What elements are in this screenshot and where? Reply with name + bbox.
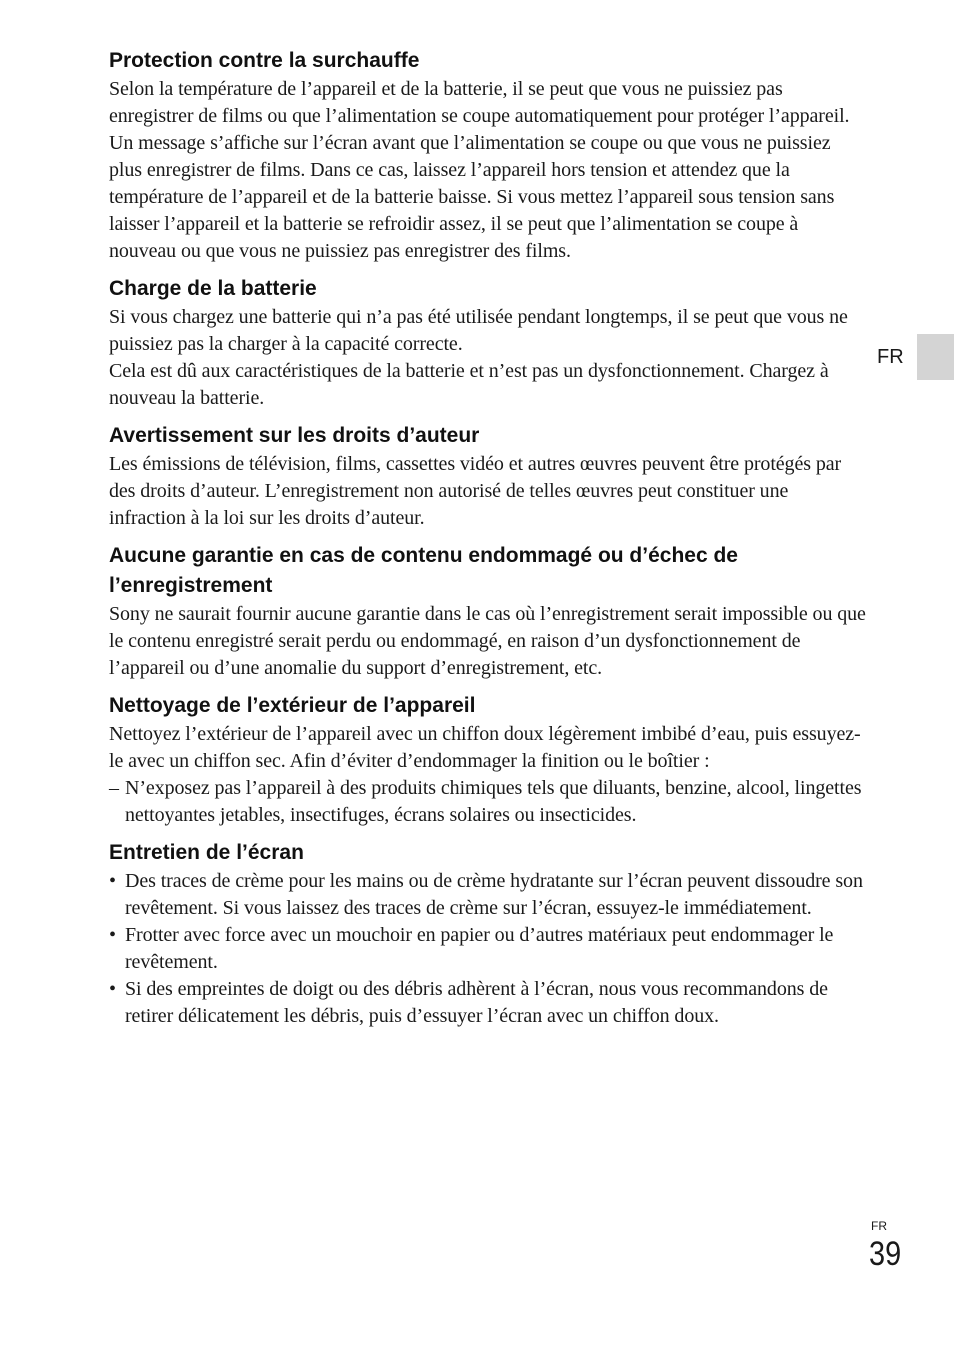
section-paragraph: Si vous chargez une batterie qui n’a pas été utilisée pendant longtemps, il se peut que vous ne puissiez pas la charger à la capacité correcte. (109, 306, 848, 355)
section-title: Charge de la batterie (109, 277, 317, 300)
list-item-text: Frotter avec force avec un mouchoir en papier ou d’autres matériaux peut endommager le revêtement. (125, 924, 834, 973)
section-screen-care (109, 838, 867, 1030)
section-paragraph: Cela est dû aux caractéristiques de la batterie et n’est pas un dysfonctionnement. Chargez à nouveau la batterie. (109, 360, 829, 409)
list-item (109, 775, 867, 829)
section-title: Nettoyage de l’extérieur de l’appareil (109, 694, 476, 717)
section-title: Entretien de l’écran (109, 841, 304, 864)
section-title: Avertissement sur les droits d’auteur (109, 424, 480, 447)
dash-marker: – (109, 777, 119, 799)
manual-page-content (109, 46, 867, 1039)
section-paragraph: Selon la température de l’appareil et de la batterie, il se peut que vous ne puissiez pas enregistrer de films ou que l’alimentation se coupe automatiquement pour protéger l’appareil. (109, 78, 850, 127)
section-battery-charge (109, 274, 867, 412)
section-paragraph: Nettoyez l’extérieur de l’appareil avec un chiffon doux légèrement imbibé d’eau, puis essuyez-le avec un chiffon sec. Afin d’éviter d’endommager la finition ou le boîtier : (109, 723, 861, 772)
section-paragraph: Sony ne saurait fournir aucune garantie dans le cas où l’enregistrement serait impossible ou que le contenu enregistré serait perdu ou endommagé, en raison d’un dysfonctionnement de l’appareil ou d’une anomalie du support d’enregistrement, etc. (109, 603, 866, 679)
list-item-text: N’exposez pas l’appareil à des produits chimiques tels que diluants, benzine, alcool, lingettes nettoyantes jetables, insectifuges, écrans solaires ou insecticides. (125, 777, 862, 826)
bullet-marker: • (109, 870, 116, 892)
dash-list (109, 775, 867, 829)
list-item (109, 976, 867, 1030)
section-no-guarantee (109, 541, 867, 682)
section-paragraph: Les émissions de télévision, films, cassettes vidéo et autres œuvres peuvent être protégés par des droits d’auteur. L’enregistrement non autorisé de telles œuvres peut constituer une infraction à la loi sur les droits d’auteur. (109, 453, 842, 529)
section-title: Protection contre la surchauffe (109, 49, 420, 72)
list-item (109, 868, 867, 922)
list-item (109, 922, 867, 976)
list-item-text: Des traces de crème pour les mains ou de crème hydratante sur l’écran peuvent dissoudre son revêtement. Si vous laissez des traces de crème sur l’écran, essuyez-le immédiatement. (125, 870, 863, 919)
language-side-tab (917, 334, 954, 380)
section-overheat-protection (109, 46, 867, 265)
section-paragraph: Un message s’affiche sur l’écran avant que l’alimentation se coupe ou que vous ne puissiez plus enregistrer de films. Dans ce cas, laissez l’appareil hors tension et attendez que la température de l’appareil et de la batterie baisse. Si vous mettez l’appareil sous tension sans laisser l’appareil et la batterie se refroidir assez, il se peut que l’alimentation se coupe à nouveau ou que vous ne puissiez pas enregistrer des films. (109, 132, 835, 262)
page-language-code: FR (871, 1219, 887, 1233)
bullet-list (109, 868, 867, 1030)
page-number: 39 (869, 1235, 902, 1273)
language-side-label: FR (877, 346, 904, 368)
bullet-marker: • (109, 978, 116, 1000)
section-title: Aucune garantie en cas de contenu endommagé ou d’échec de l’enregistrement (109, 544, 738, 597)
section-copyright-warning (109, 421, 867, 532)
bullet-marker: • (109, 924, 116, 946)
section-exterior-cleaning (109, 691, 867, 829)
list-item-text: Si des empreintes de doigt ou des débris adhèrent à l’écran, nous vous recommandons de retirer délicatement les débris, puis d’essuyer l’écran avec un chiffon doux. (125, 978, 828, 1027)
